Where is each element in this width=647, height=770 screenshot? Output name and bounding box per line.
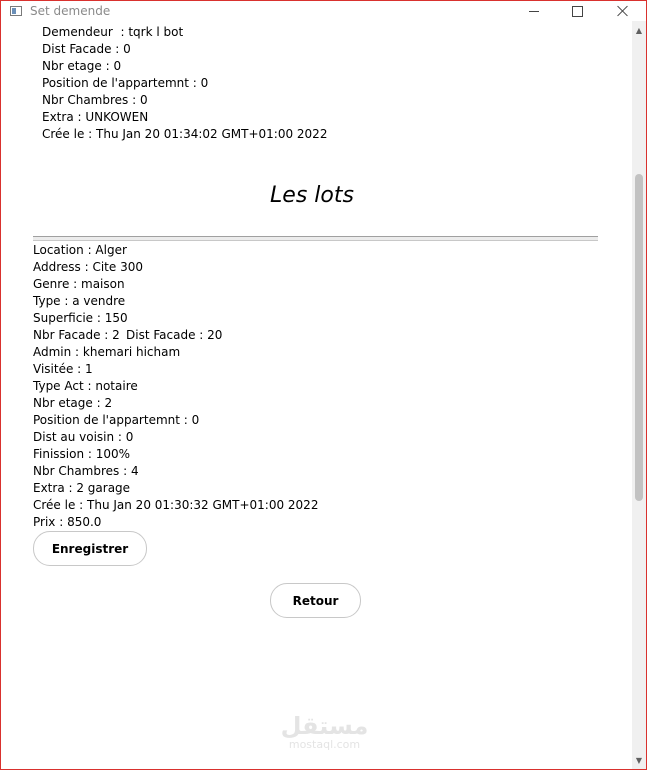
- lot-nbr-etage-text: Nbr etage : 2: [33, 396, 113, 410]
- demandeur-text: Demendeur : tqrk l bot: [42, 25, 184, 39]
- lot-location-text: Location : Alger: [33, 243, 127, 257]
- lot-position-text: Position de l'appartemnt : 0: [33, 413, 200, 427]
- minimize-button[interactable]: [511, 1, 557, 21]
- lot-nbr-facade-text: Nbr Facade : 2: [33, 328, 120, 342]
- scroll-up-icon[interactable]: ▲: [635, 26, 643, 35]
- demande-nbr-chambres-text: Nbr Chambres : 0: [42, 93, 148, 107]
- lot-dist-voisin-text: Dist au voisin : 0: [33, 430, 134, 444]
- lot-type-text: Type : a vendre: [33, 294, 126, 308]
- demande-created-text: Crée le : Thu Jan 20 01:34:02 GMT+01:00 2022: [42, 127, 328, 141]
- retour-button[interactable]: Retour: [270, 583, 361, 618]
- maximize-icon: [572, 6, 583, 17]
- close-button[interactable]: [600, 1, 646, 21]
- lot-genre-text: Genre : maison: [33, 277, 125, 291]
- minimize-icon: [529, 11, 539, 12]
- lot-prix-text: Prix : 850.0: [33, 515, 102, 529]
- lot-finission-text: Finission : 100%: [33, 447, 131, 461]
- window-title: Set demende: [30, 4, 111, 18]
- lot-dist-facade-text: Dist Facade : 20: [126, 328, 223, 342]
- scrollbar-thumb[interactable]: [635, 174, 643, 501]
- lot-created-text: Crée le : Thu Jan 20 01:30:32 GMT+01:00 2022: [33, 498, 319, 512]
- maximize-button[interactable]: [554, 1, 600, 21]
- lot-nbr-chambres-text: Nbr Chambres : 4: [33, 464, 139, 478]
- demande-position-text: Position de l'appartemnt : 0: [42, 76, 209, 90]
- demande-extra-text: Extra : UNKOWEN: [42, 110, 149, 124]
- lot-admin-text: Admin : khemari hicham: [33, 345, 181, 359]
- scroll-content: [1, 21, 631, 769]
- lot-address-text: Address : Cite 300: [33, 260, 143, 274]
- demande-nbr-etage-text: Nbr etage : 0: [42, 59, 122, 73]
- watermark-arabic: مستقل: [280, 712, 369, 740]
- lot-type-act-text: Type Act : notaire: [33, 379, 138, 393]
- watermark-logo: [1, 713, 647, 751]
- vertical-scrollbar[interactable]: [632, 21, 646, 769]
- lot-superficie-text: Superficie : 150: [33, 311, 128, 325]
- section-separator: [33, 236, 598, 241]
- demande-dist-facade-text: Dist Facade : 0: [42, 42, 131, 56]
- lot-extra-text: Extra : 2 garage: [33, 481, 131, 495]
- section-title: Les lots: [270, 183, 354, 208]
- app-window-icon: [10, 6, 22, 16]
- scroll-down-icon[interactable]: ▼: [635, 756, 643, 765]
- close-icon: [617, 5, 629, 17]
- watermark-latin: mostaql.com: [288, 738, 361, 751]
- title-bar[interactable]: [1, 1, 646, 21]
- enregistrer-button[interactable]: Enregistrer: [33, 531, 147, 566]
- lot-visitee-text: Visitée : 1: [33, 362, 93, 376]
